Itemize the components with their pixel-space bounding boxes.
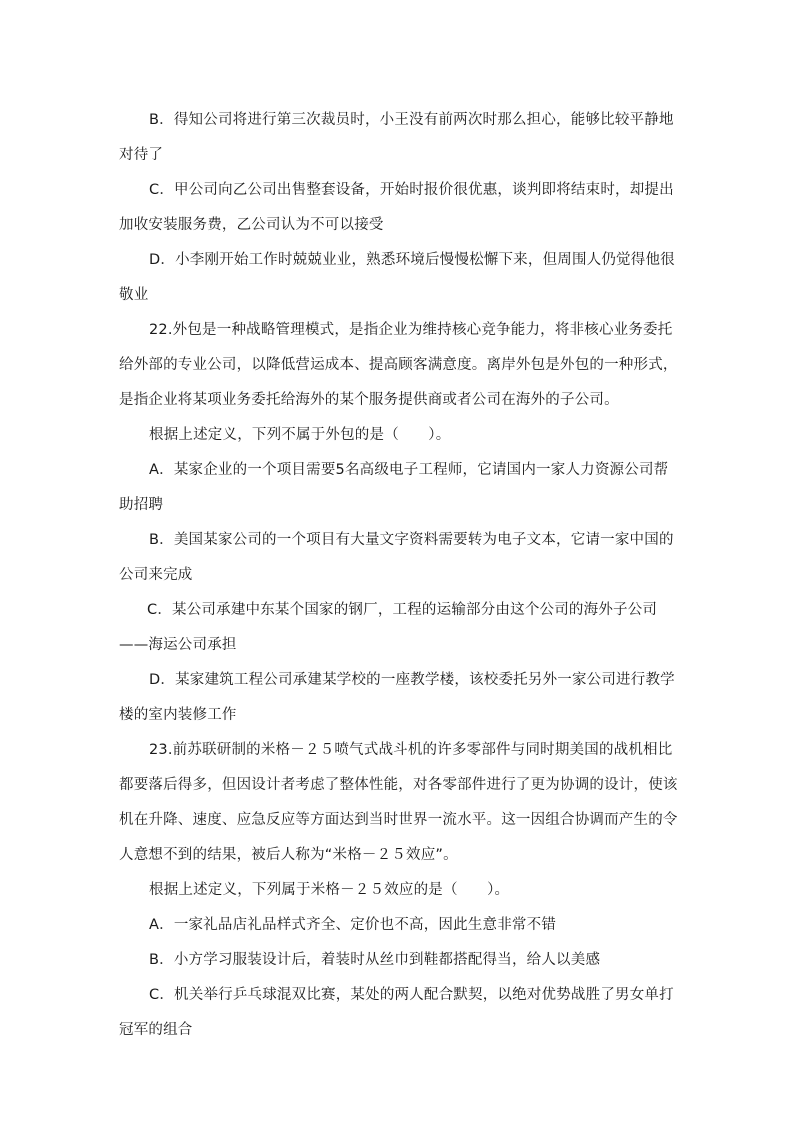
question-22-definition: 22.外包是一种战略管理模式，是指企业为维持核心竞争能力，将非核心业务委托给外部的专业公司，以降低营运成本、提高顾客满意度。离岸外包是外包的一种形式，是指企业将某项业务委托给海外的某个服务提供商或者公司在海外的子公司。: [119, 322, 678, 408]
option-c-q21: C．甲公司向乙公司出售整套设备，开始时报价很优惠，谈判即将结束时，却提出加收安装服务费，乙公司认为不可以接受: [119, 182, 674, 233]
question-23-definition: 23.前苏联研制的米格－２５喷气式战斗机的许多零部件与同时期美国的战机相比都要落后得多，但因设计者考虑了整体性能，对各零部件进行了更为协调的设计，使该机在升降、速度、应急反应等方面达到当时世界一流水平。这一因组合协调而产生的令人意想不到的结果，被后人称为“米格－２５效应”。: [119, 742, 678, 863]
option-d-q21: D．小李刚开始工作时兢兢业业，熟悉环境后慢慢松懈下来，但周围人仍觉得他很敬业: [119, 252, 675, 303]
option-b-q23: B．小方学习服装设计后，着装时从丝巾到鞋都搭配得当，给人以美感: [149, 952, 601, 968]
option-b-q21: B．得知公司将进行第三次裁员时，小王没有前两次时那么担心，能够比较平静地对待了: [119, 112, 674, 163]
option-a-q22: A．某家企业的一个项目需要5名高级电子工程师，它请国内一家人力资源公司帮助招聘: [119, 462, 669, 513]
option-b-q22: B．美国某家公司的一个项目有大量文字资料需要转为电子文本，它请一家中国的公司来完成: [119, 532, 674, 583]
question-23-prompt: 根据上述定义，下列属于米格－２５效应的是（ ）。: [149, 882, 510, 898]
question-22-prompt: 根据上述定义，下列不属于外包的是（ ）。: [149, 427, 451, 443]
option-c-q22: C．某公司承建中东某个国家的钢厂，工程的运输部分由这个公司的海外子公司——海运公司承担: [119, 602, 658, 653]
option-a-q23: A．一家礼品店礼品样式齐全、定价也不高，因此生意非常不错: [149, 917, 557, 933]
option-d-q22: D．某家建筑工程公司承建某学校的一座教学楼，该校委托另外一家公司进行教学楼的室内装修工作: [119, 672, 675, 723]
option-c-q23: C．机关举行乒乓球混双比赛，某处的两人配合默契，以绝对优势战胜了男女单打冠军的组合: [119, 987, 674, 1038]
